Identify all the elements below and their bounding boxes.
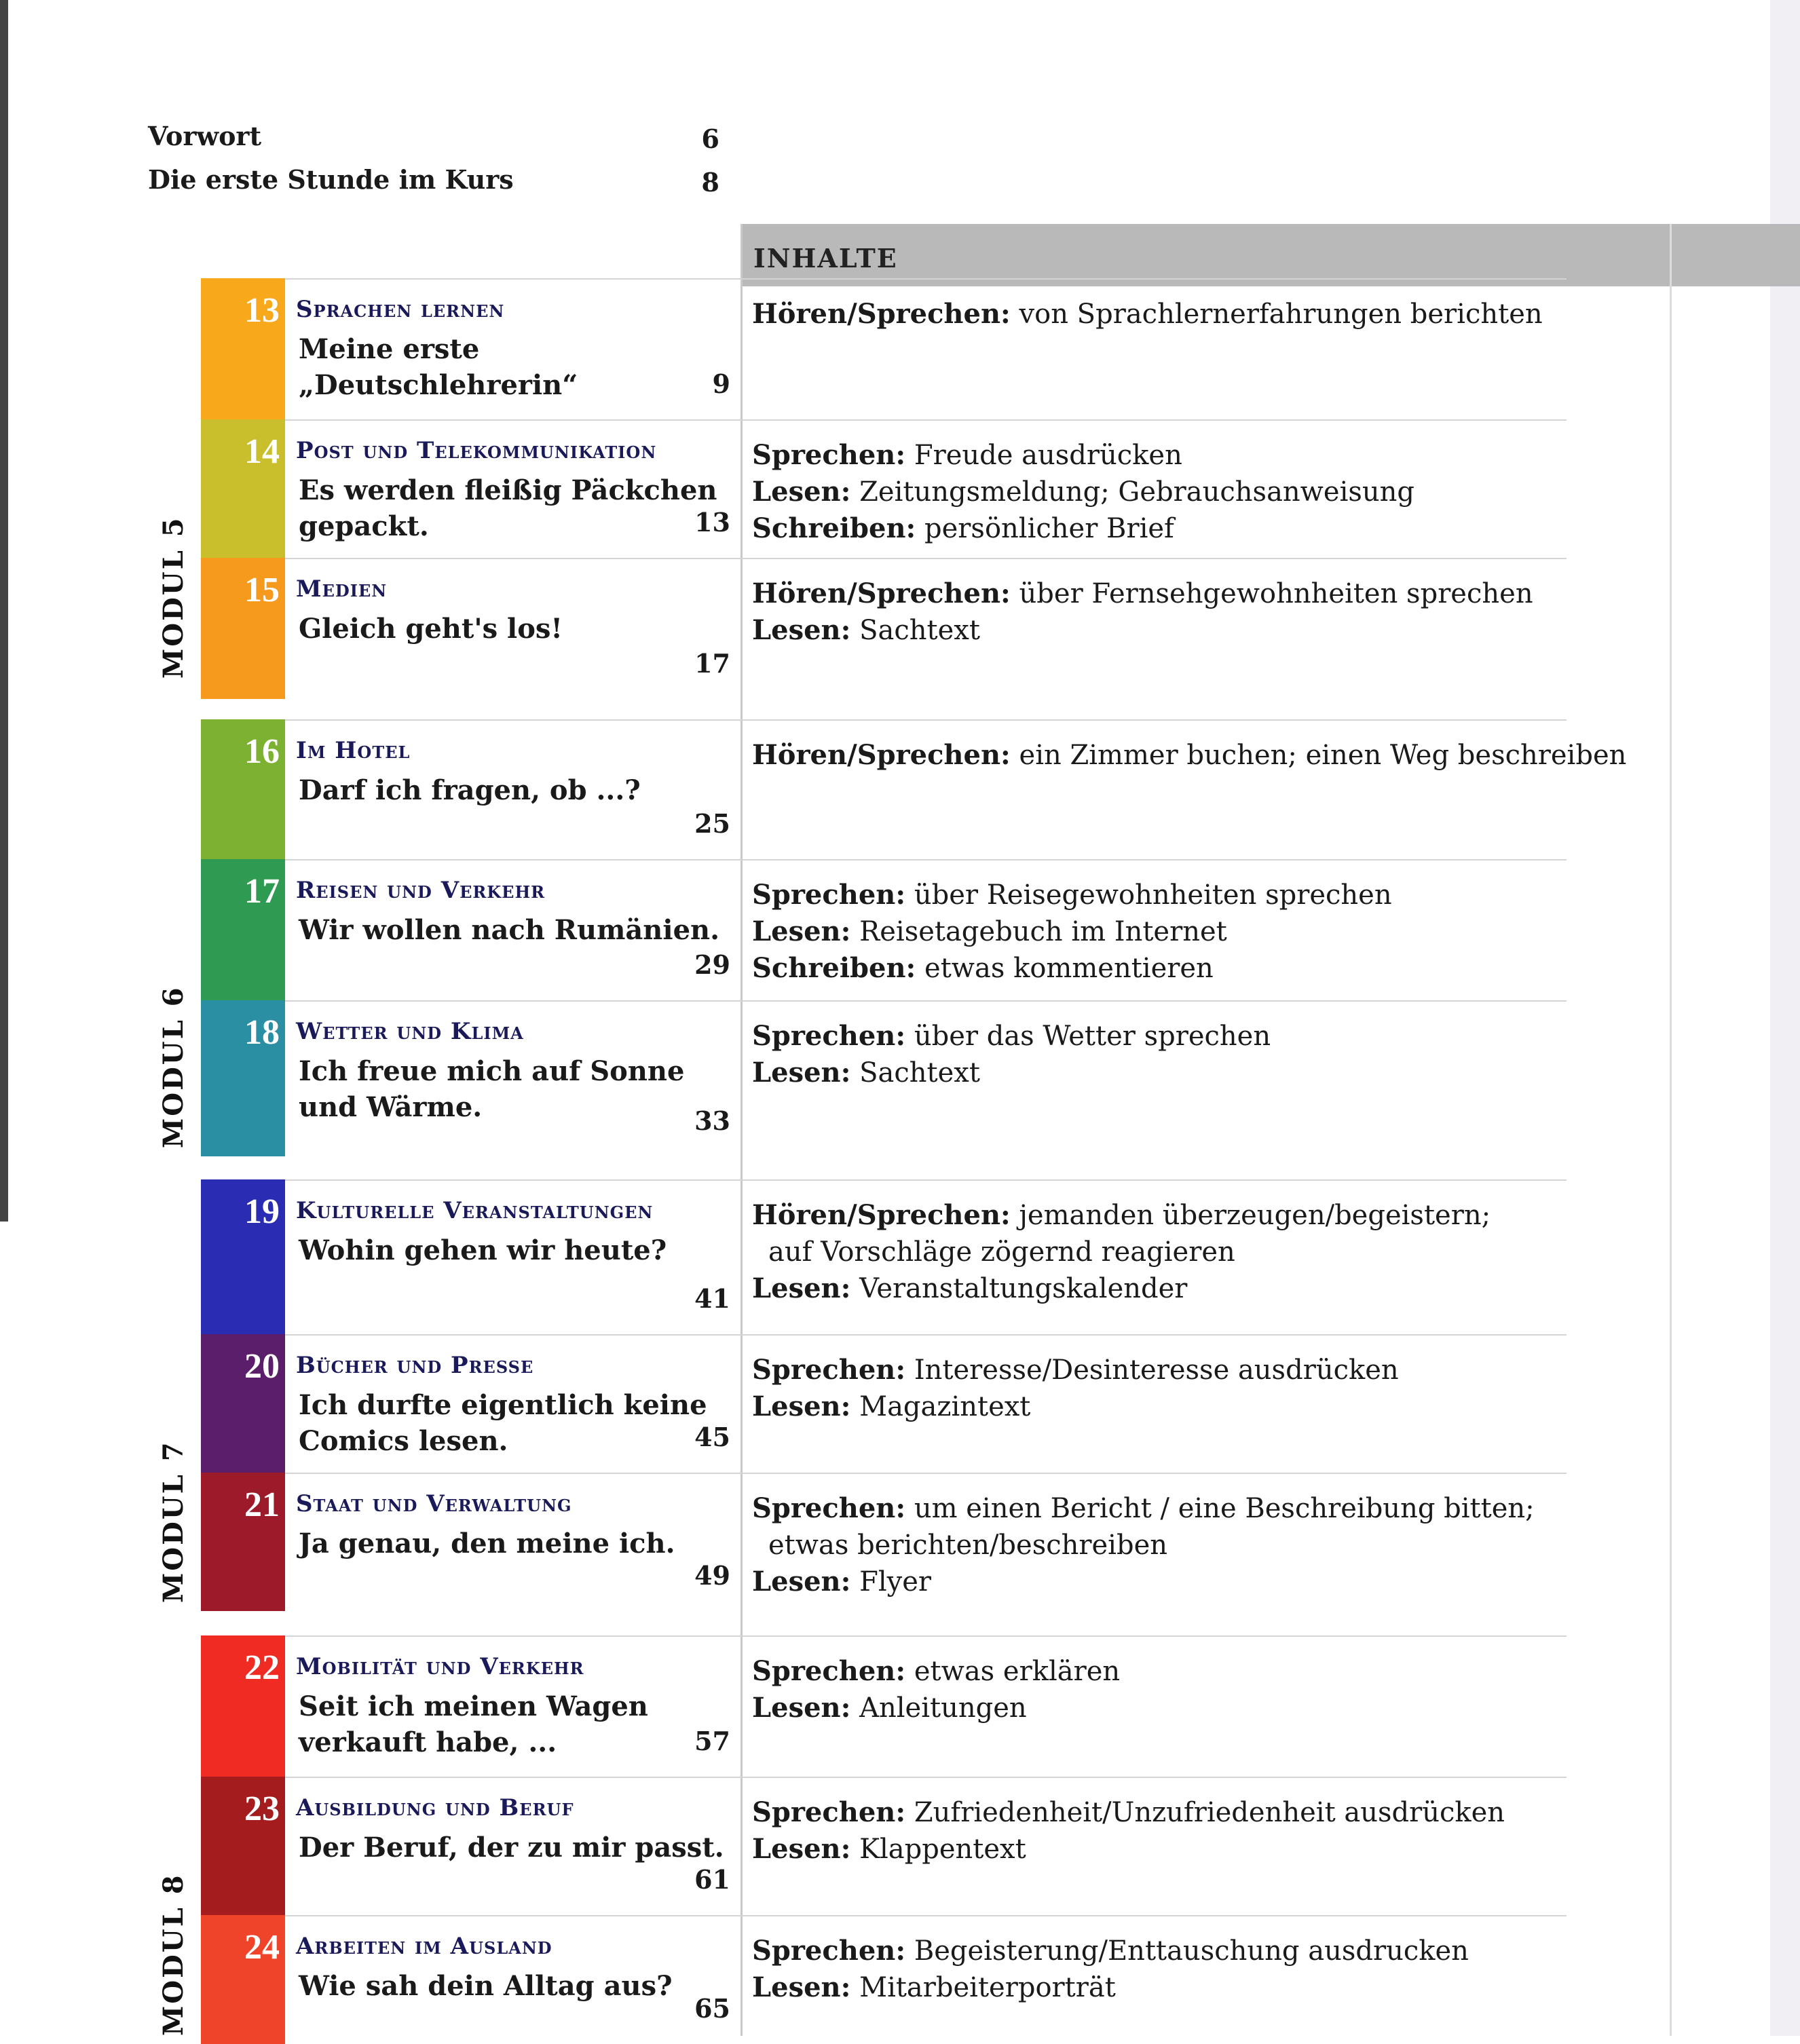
content-skill-label: Sprechen: xyxy=(752,1492,906,1524)
chapter-page-number: 9 xyxy=(712,368,730,399)
content-skill-label: Sprechen: xyxy=(752,439,906,471)
chapter-color-tab xyxy=(201,1777,285,1915)
content-line xyxy=(752,877,1702,913)
module-label: MODUL 7 xyxy=(157,1440,189,1603)
chapter-subtitle: Seit ich meinen Wagen verkauft habe, ... xyxy=(299,1690,648,1758)
chapter-number: 23 xyxy=(244,1790,280,1828)
chapter-color-tab xyxy=(201,1179,285,1334)
chapter-subtitle: Wie sah dein Alltag aus? xyxy=(299,1970,673,2002)
chapter-contents xyxy=(752,877,1702,987)
chapter-number: 19 xyxy=(244,1192,280,1231)
content-skill-text: von Sprachlernerfahrungen berichten xyxy=(1010,299,1543,330)
content-line xyxy=(752,1831,1702,1868)
content-skill-text: Reisetagebuch im Internet xyxy=(850,916,1227,947)
content-line xyxy=(752,1527,1702,1564)
content-skill-text: Sachtext xyxy=(850,615,980,646)
content-skill-label: Sprechen: xyxy=(752,1655,906,1687)
chapter-color-tab xyxy=(201,419,285,558)
chapter-contents xyxy=(752,1490,1702,1600)
chapter-title: Arbeiten im Ausland xyxy=(296,1933,552,1960)
chapter-color-tab xyxy=(201,1000,285,1156)
chapter-title: Wetter und Klima xyxy=(296,1018,524,1045)
chapter-subtitle: Ich freue mich auf Sonne und Wärme. xyxy=(299,1055,685,1123)
row-divider xyxy=(201,558,1567,559)
module-label: MODUL 8 xyxy=(157,1873,189,2036)
module-label: MODUL 5 xyxy=(157,516,189,679)
chapter-page-number: 61 xyxy=(694,1864,730,1895)
content-line xyxy=(752,1388,1702,1425)
content-skill-label: Lesen: xyxy=(752,1971,851,2003)
chapter-row[interactable] xyxy=(201,1915,1770,2044)
content-line xyxy=(752,913,1702,950)
content-line xyxy=(752,1690,1702,1726)
content-skill-text: über Fernsehgewohnheiten sprechen xyxy=(1010,578,1533,609)
chapter-row[interactable] xyxy=(201,859,1770,1000)
content-line xyxy=(752,1018,1702,1055)
chapter-row[interactable] xyxy=(201,1000,1770,1156)
chapter-page-number: 29 xyxy=(694,949,730,980)
intro-vorwort-page: 6 xyxy=(701,124,719,154)
content-skill-text: Zufriedenheit/Unzufriedenheit ausdrücken xyxy=(905,1797,1505,1828)
content-line xyxy=(752,1564,1702,1600)
chapter-color-tab xyxy=(201,1915,285,2044)
content-skill-label: Lesen: xyxy=(752,1272,851,1304)
chapter-page-number: 25 xyxy=(694,808,730,839)
content-skill-label: Schreiben: xyxy=(752,952,916,984)
chapter-row[interactable] xyxy=(201,558,1770,699)
content-line xyxy=(752,737,1702,774)
chapter-contents xyxy=(752,737,1702,774)
content-skill-label: Lesen: xyxy=(752,915,851,947)
chapter-subtitle: Darf ich fragen, ob ...? xyxy=(299,774,641,806)
chapter-contents xyxy=(752,1352,1702,1425)
content-skill-label: Hören/Sprechen: xyxy=(752,1199,1011,1231)
content-skill-label: Lesen: xyxy=(752,1566,851,1597)
contents-header-title: INHALTE xyxy=(753,243,898,273)
content-skill-text: über Reisegewohnheiten sprechen xyxy=(905,879,1392,911)
content-line xyxy=(752,296,1702,333)
chapter-title: Im Hotel xyxy=(296,737,411,764)
content-skill-text: Zeitungsmeldung; Gebrauchsanweisung xyxy=(850,476,1415,508)
chapter-row[interactable] xyxy=(201,1635,1770,1777)
chapter-color-tab xyxy=(201,719,285,859)
content-skill-text: Begeisterung/Enttauschung ausdrucken xyxy=(905,1935,1469,1967)
content-line xyxy=(752,1969,1702,2006)
chapter-subtitle: Es werden fleißig Päckchen gepackt. xyxy=(299,474,717,542)
content-skill-label: Lesen: xyxy=(752,1833,851,1865)
chapter-contents xyxy=(752,1018,1702,1091)
chapter-subtitle: Meine erste „Deutschlehrerin“ xyxy=(299,333,578,401)
chapter-color-tab xyxy=(201,278,285,419)
row-divider xyxy=(201,1179,1567,1181)
contents-header-bar xyxy=(742,224,1800,286)
chapter-title: Sprachen lernen xyxy=(296,296,505,323)
intro-erste-stunde-page: 8 xyxy=(701,167,719,197)
chapter-page-number: 49 xyxy=(694,1560,730,1591)
chapter-color-tab xyxy=(201,859,285,1000)
chapter-title: Reisen und Verkehr xyxy=(296,877,546,904)
chapter-row[interactable] xyxy=(201,419,1770,558)
chapter-page-number: 45 xyxy=(694,1422,730,1452)
content-line xyxy=(752,1933,1702,1969)
row-divider xyxy=(201,1000,1567,1002)
chapter-title: Medien xyxy=(296,575,388,603)
content-line xyxy=(752,1653,1702,1690)
chapter-contents xyxy=(752,437,1702,547)
content-skill-label: Lesen: xyxy=(752,1057,851,1089)
chapter-title: Kulturelle Veranstaltungen xyxy=(296,1197,654,1224)
chapter-subtitle: Der Beruf, der zu mir passt. xyxy=(299,1832,724,1863)
row-divider xyxy=(201,719,1567,721)
content-skill-text: Sachtext xyxy=(850,1057,980,1089)
row-divider xyxy=(201,278,1567,280)
content-line xyxy=(752,950,1702,987)
row-divider xyxy=(201,1777,1567,1778)
content-skill-label: Hören/Sprechen: xyxy=(752,739,1011,771)
chapter-color-tab xyxy=(201,1635,285,1777)
chapter-subtitle: Ich durfte eigentlich keine Comics lesen. xyxy=(299,1389,707,1457)
chapter-color-tab xyxy=(201,1334,285,1473)
chapter-row[interactable] xyxy=(201,1334,1770,1473)
content-skill-label: Sprechen: xyxy=(752,1020,906,1052)
content-skill-text: etwas kommentieren xyxy=(916,953,1214,984)
chapter-color-tab xyxy=(201,558,285,699)
row-divider xyxy=(201,1635,1567,1637)
chapter-row[interactable] xyxy=(201,1777,1770,1915)
chapter-number: 16 xyxy=(244,732,280,771)
row-divider xyxy=(201,419,1567,421)
intro-vorwort-label: Vorwort xyxy=(148,121,261,151)
content-line xyxy=(752,437,1702,474)
intro-erste-stunde-label: Die erste Stunde im Kurs xyxy=(148,164,514,195)
chapter-contents xyxy=(752,1933,1702,2006)
chapter-row[interactable] xyxy=(201,1179,1770,1334)
chapter-row[interactable] xyxy=(201,719,1770,859)
content-line xyxy=(752,510,1702,547)
content-skill-text: jemanden überzeugen/begeistern; xyxy=(1010,1200,1491,1231)
content-skill-text: Interesse/Desinteresse ausdrücken xyxy=(905,1355,1399,1386)
chapter-number: 15 xyxy=(244,571,280,609)
content-line xyxy=(752,1794,1702,1831)
chapter-subtitle: Ja genau, den meine ich. xyxy=(299,1528,675,1559)
chapter-row[interactable] xyxy=(201,1473,1770,1611)
chapter-title: Bücher und Presse xyxy=(296,1352,534,1379)
row-divider xyxy=(201,1473,1567,1474)
content-skill-label: Lesen: xyxy=(752,614,851,646)
chapter-contents xyxy=(752,296,1702,333)
content-line xyxy=(752,1352,1702,1388)
chapter-page-number: 13 xyxy=(694,507,730,537)
content-skill-text: Veranstaltungskalender xyxy=(850,1273,1188,1304)
content-skill-text: etwas berichten/beschreiben xyxy=(768,1530,1168,1561)
content-skill-label: Hören/Sprechen: xyxy=(752,578,1011,609)
chapter-contents xyxy=(752,1197,1702,1307)
row-divider xyxy=(201,1334,1567,1336)
content-skill-text: Freude ausdrücken xyxy=(905,440,1182,471)
row-divider xyxy=(201,1915,1567,1916)
chapter-contents xyxy=(752,575,1702,649)
content-line xyxy=(752,1270,1702,1307)
content-skill-text: persönlicher Brief xyxy=(916,513,1174,544)
chapter-number: 20 xyxy=(244,1347,280,1386)
content-skill-text: Anleitungen xyxy=(850,1692,1027,1724)
page-right-margin xyxy=(1770,0,1800,2036)
content-skill-label: Sprechen: xyxy=(752,879,906,911)
chapter-page-number: 65 xyxy=(694,1993,730,2024)
content-skill-label: Lesen: xyxy=(752,476,851,508)
chapter-page-number: 17 xyxy=(694,648,730,679)
content-skill-label: Hören/Sprechen: xyxy=(752,298,1011,330)
chapter-number: 22 xyxy=(244,1648,280,1687)
chapter-row[interactable] xyxy=(201,278,1770,419)
chapter-color-tab xyxy=(201,1473,285,1611)
page-binding-edge xyxy=(0,0,8,1222)
row-divider xyxy=(201,859,1567,860)
content-line xyxy=(752,474,1702,510)
content-skill-text: Klappentext xyxy=(850,1834,1026,1865)
chapter-number: 14 xyxy=(244,432,280,471)
content-line xyxy=(752,1197,1702,1234)
content-line xyxy=(752,1490,1702,1527)
chapter-title: Ausbildung und Beruf xyxy=(296,1794,574,1821)
chapter-page-number: 57 xyxy=(694,1726,730,1756)
content-line xyxy=(752,612,1702,649)
chapter-title: Mobilität und Verkehr xyxy=(296,1653,584,1680)
content-skill-text: ein Zimmer buchen; einen Weg beschreiben xyxy=(1010,740,1627,771)
content-skill-label: Sprechen: xyxy=(752,1354,906,1386)
content-skill-text: um einen Bericht / eine Beschreibung bitten; xyxy=(905,1493,1535,1524)
chapter-number: 17 xyxy=(244,872,280,911)
content-skill-text: Flyer xyxy=(850,1566,932,1597)
chapter-subtitle: Gleich geht's los! xyxy=(299,613,563,645)
content-skill-label: Sprechen: xyxy=(752,1935,906,1967)
chapter-number: 13 xyxy=(244,291,280,330)
content-skill-text: über das Wetter sprechen xyxy=(905,1021,1271,1052)
chapter-subtitle: Wohin gehen wir heute? xyxy=(299,1234,667,1266)
chapter-contents xyxy=(752,1653,1702,1726)
content-line xyxy=(752,1234,1702,1270)
chapter-number: 24 xyxy=(244,1928,280,1967)
chapter-number: 21 xyxy=(244,1485,280,1524)
chapter-contents xyxy=(752,1794,1702,1868)
chapter-title: Staat und Verwaltung xyxy=(296,1490,572,1517)
chapter-page-number: 41 xyxy=(694,1283,730,1314)
content-line xyxy=(752,1055,1702,1091)
content-skill-text: Mitarbeiterporträt xyxy=(850,1972,1116,2003)
module-label: MODUL 6 xyxy=(157,985,189,1148)
content-skill-label: Sprechen: xyxy=(752,1796,906,1828)
chapter-page-number: 33 xyxy=(694,1105,730,1136)
chapter-number: 18 xyxy=(244,1013,280,1052)
content-line xyxy=(752,575,1702,612)
content-skill-text: etwas erklären xyxy=(905,1656,1121,1687)
content-skill-label: Lesen: xyxy=(752,1692,851,1724)
content-skill-text: Magazintext xyxy=(850,1391,1031,1422)
chapter-subtitle: Wir wollen nach Rumänien. xyxy=(299,914,720,946)
content-skill-label: Schreiben: xyxy=(752,512,916,544)
chapter-title: Post und Telekommunikation xyxy=(296,437,657,464)
content-skill-label: Lesen: xyxy=(752,1390,851,1422)
content-skill-text: auf Vorschläge zögernd reagieren xyxy=(768,1236,1235,1268)
